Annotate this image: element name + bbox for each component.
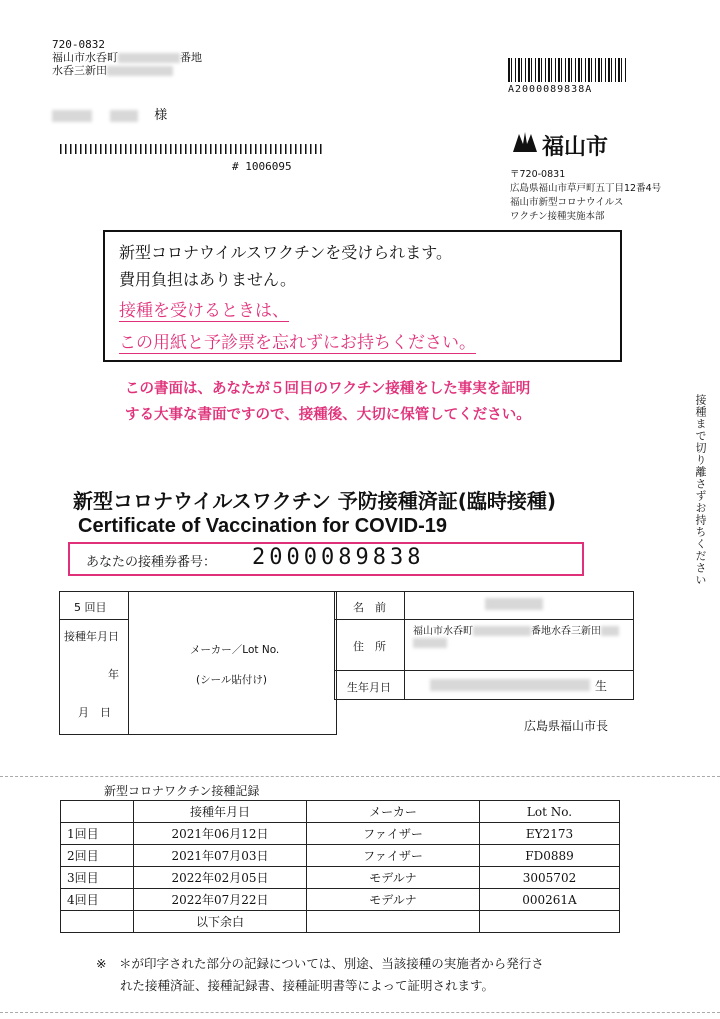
month-day-label: 月 日 xyxy=(78,706,111,719)
row-date: 2021年07月03日 xyxy=(134,845,307,867)
tracking-number: # 1006095 xyxy=(232,160,292,173)
record-table xyxy=(60,800,620,933)
postal-barcode xyxy=(60,144,325,154)
table-row xyxy=(61,889,620,911)
row-maker: ファイザー xyxy=(307,823,480,845)
side-note: 接種まで切り離さずお持ちください xyxy=(694,394,707,586)
notice-line2: 費用負担はありません。 xyxy=(119,270,296,289)
issuer-city: 福山市 xyxy=(542,135,609,160)
notice-line3: 接種を受けるときは、 xyxy=(119,296,289,322)
address-line1-prefix: 福山市水呑町 xyxy=(52,51,118,64)
row-date: 2022年02月05日 xyxy=(134,867,307,889)
row-dose: 1回目 xyxy=(61,823,134,845)
notice-line1: 新型コロナウイルスワクチンを受けられます。 xyxy=(119,243,452,262)
header-date: 接種年月日 xyxy=(134,801,307,823)
redacted-block xyxy=(473,626,531,636)
warning-text xyxy=(125,376,531,428)
row-date: 2021年06月12日 xyxy=(134,823,307,845)
form-address xyxy=(413,622,619,637)
birth-suffix: 生 xyxy=(595,679,608,693)
dose-label: 5 回目 xyxy=(74,601,107,614)
redacted-block xyxy=(485,598,543,610)
notice-box xyxy=(103,230,622,362)
address-line1-suffix: 番地 xyxy=(180,51,202,64)
document-barcode xyxy=(508,58,628,82)
issuer-info xyxy=(510,168,661,224)
issuer-postal: 〒720-0831 xyxy=(510,169,566,180)
footnote xyxy=(96,953,544,997)
redacted-block xyxy=(413,638,447,648)
footnote-line2: れた接種済証、接種記録書、接種証明書等によって証明されます。 xyxy=(120,978,495,993)
fukuyama-logo-icon xyxy=(512,130,538,154)
warning-line1: この書面は、あなたが５回目のワクチン接種をした事実を証明 xyxy=(125,381,531,397)
row-maker: ファイザー xyxy=(307,845,480,867)
name-label: 名 前 xyxy=(353,601,386,614)
row-lot: 000261A xyxy=(480,889,620,911)
record-title: 新型コロナワクチン接種記録 xyxy=(104,784,260,798)
row-dose: 3回目 xyxy=(61,867,134,889)
record-table-wrap xyxy=(60,800,620,933)
redacted-block xyxy=(430,679,590,691)
form-address-mid: 番地水呑三新田 xyxy=(531,626,601,637)
recipient-name xyxy=(52,104,167,123)
perforation-line xyxy=(0,1012,720,1013)
redacted-block xyxy=(107,66,173,76)
form-address-prefix: 福山市水呑町 xyxy=(413,626,473,637)
personal-info xyxy=(334,591,634,700)
ticket-number: 2000089838 xyxy=(252,545,425,570)
row-lot: 3005702 xyxy=(480,867,620,889)
address-label: 住 所 xyxy=(353,640,386,653)
barcode-text: A2000089838A xyxy=(508,84,593,95)
row-maker: モデルナ xyxy=(307,867,480,889)
row-lot: FD0889 xyxy=(480,845,620,867)
footnote-mark: ※ xyxy=(96,956,107,971)
mayor-label: 広島県福山市長 xyxy=(524,719,609,733)
certificate-title-ja: 新型コロナウイルスワクチン 予防接種済証(臨時接種) xyxy=(73,489,557,513)
issuer-address: 広島県福山市草戸町五丁目12番4号 xyxy=(510,183,662,194)
table-row xyxy=(61,845,620,867)
table-row xyxy=(61,867,620,889)
header-maker: メーカー xyxy=(307,801,480,823)
record-header-row xyxy=(61,801,620,823)
perforation-line xyxy=(0,776,720,777)
certificate-title-en: Certificate of Vaccination for COVID-19 xyxy=(78,515,447,537)
table-row xyxy=(61,911,620,933)
issuer-dept1: 福山市新型コロナウイルス xyxy=(510,197,624,208)
birth-label: 生年月日 xyxy=(347,681,391,694)
year-label: 年 xyxy=(108,668,119,681)
row-date: 2022年07月22日 xyxy=(134,889,307,911)
header-lot: Lot No. xyxy=(480,801,620,823)
address-line2-prefix: 水呑三新田 xyxy=(52,64,107,77)
redacted-block xyxy=(118,53,180,63)
sticker-label: (シール貼付け) xyxy=(196,674,267,686)
footnote-line1: ＊が印字された部分の記録については、別途、当該接種の実施者から発行さ xyxy=(119,956,544,971)
row-dose: 4回目 xyxy=(61,889,134,911)
notice-line4: この用紙と予診票を忘れずにお持ちください。 xyxy=(119,328,476,354)
city-logo xyxy=(512,130,538,158)
row-maker: モデルナ xyxy=(307,889,480,911)
row-lot: EY2173 xyxy=(480,823,620,845)
blank-note: 以下余白 xyxy=(134,911,307,933)
redacted-block xyxy=(601,626,619,636)
row-dose: 2回目 xyxy=(61,845,134,867)
mailing-address xyxy=(52,38,202,77)
redacted-block xyxy=(110,110,138,122)
issuer-dept2: ワクチン接種実施本部 xyxy=(510,211,605,222)
warning-line2: する大事な書面ですので、接種後、大切に保管してください。 xyxy=(125,407,531,423)
date-label: 接種年月日 xyxy=(64,630,119,643)
redacted-block xyxy=(52,110,92,122)
vaccination-form xyxy=(59,591,337,735)
postal-code: 720-0832 xyxy=(52,38,105,51)
ticket-number-label: あなたの接種券番号： xyxy=(86,555,217,570)
honorific: 様 xyxy=(154,108,168,123)
maker-lot-label: メーカー／Lot No. xyxy=(190,644,280,656)
table-row xyxy=(61,823,620,845)
ticket-number-box xyxy=(68,542,584,576)
